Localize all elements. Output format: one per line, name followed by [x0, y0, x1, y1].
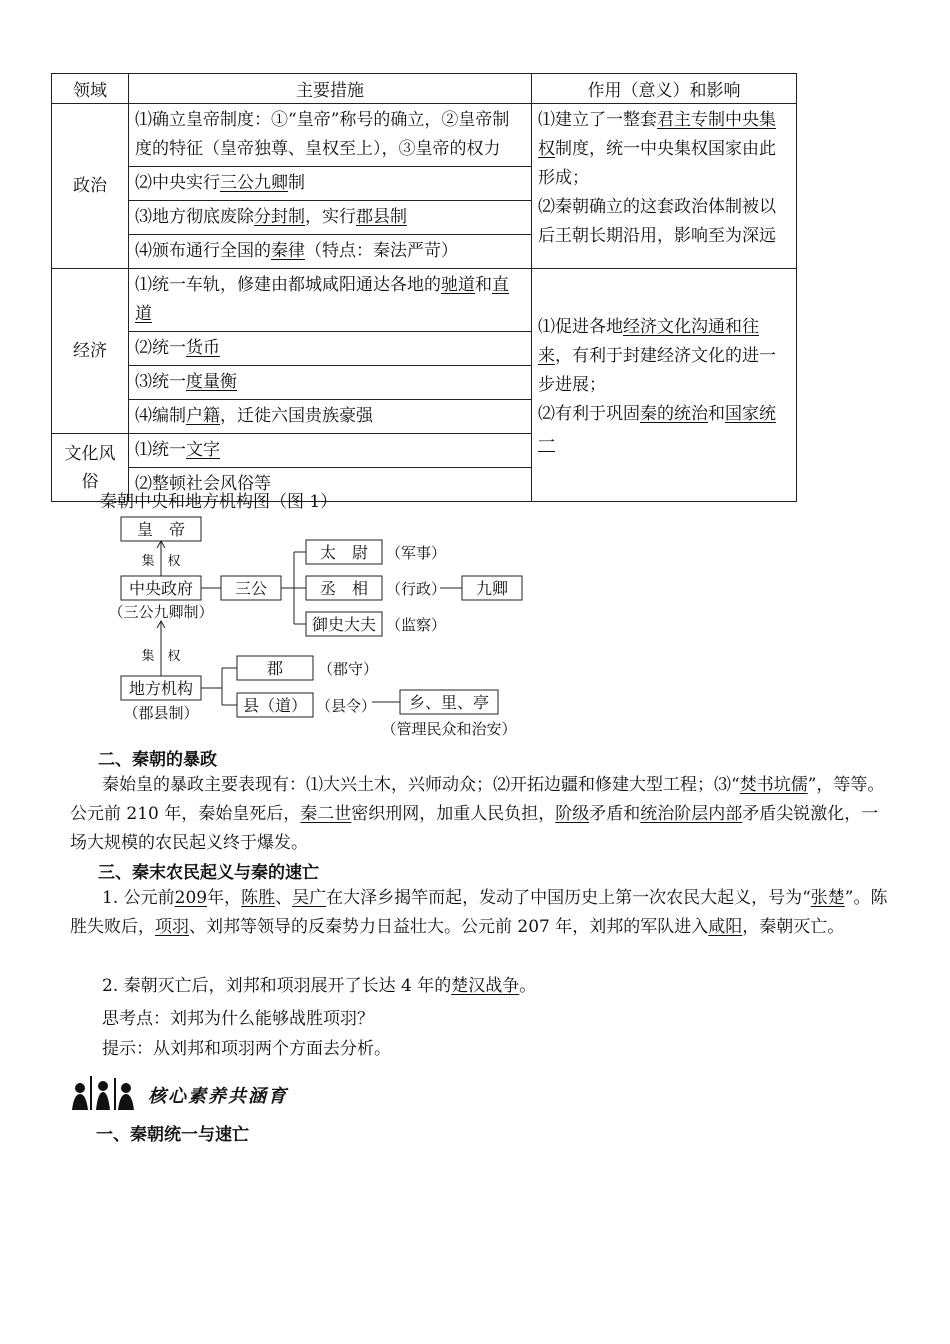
local-label: 地方机构 — [128, 679, 194, 698]
header-measures: 主要措施 — [129, 74, 532, 104]
xian-label: 县（道） — [242, 696, 308, 715]
local-note: （郡县制） — [123, 704, 199, 722]
area-economy: 经济 — [52, 269, 129, 434]
economy-measure-2: ⑵统一货币 — [129, 332, 532, 366]
core-literacy-label: 核心素养共涵育 — [148, 1086, 288, 1107]
emperor-label: 皇 帝 — [136, 520, 186, 539]
box-jiuqing — [462, 576, 522, 600]
section3-title: 三、秦末农民起义与秦的速亡 — [98, 863, 319, 883]
think-point: 思考点：刘邦为什么能够战胜项羽？ — [102, 1009, 374, 1029]
economy-measure-3: ⑶统一度量衡 — [129, 366, 532, 400]
chengxiang-label: 丞 相 — [319, 579, 369, 598]
box-jun — [237, 656, 313, 680]
chengxiang-note: （行政） — [386, 580, 447, 598]
box-yushi — [306, 612, 382, 636]
box-central — [121, 576, 201, 600]
central-note: （三公九卿制） — [108, 603, 214, 621]
xiang-note: （管理民众和治安） — [381, 720, 517, 738]
box-local — [121, 676, 201, 700]
politics-effects: ⑴建立了一整套君主专制中央集权制度，统一中央集权国家由此形成； ⑵秦朝确立的这套政治体制被以后王朝长期沿用，影响至为深远 — [532, 104, 797, 269]
xiang-label: 乡、里、亭 — [408, 693, 490, 712]
area-politics: 政治 — [52, 104, 129, 269]
politics-measure-1: ⑴确立皇帝制度：①“皇帝”称号的确立，②皇帝制度的特征（皇帝独尊、皇权至上），③皇帝的权力 — [129, 104, 532, 167]
box-sangong — [221, 576, 281, 600]
box-chengxiang — [306, 576, 382, 600]
section4-title: 一、秦朝统一与速亡 — [96, 1125, 249, 1145]
section3-paragraph-1: 1. 公元前209年，陈胜、吴广在大泽乡揭竿而起，发动了中国历史上第一次农民大起义，号为“张楚”。陈胜失败后，项羽、刘邦等领导的反秦势力日益壮大。公元前 207 年，刘邦的军队进入咸阳，秦朝灭亡。 — [70, 888, 888, 937]
politics-measure-2: ⑵中央实行三公九卿制 — [129, 167, 532, 201]
hint: 提示：从刘邦和项羽两个方面去分析。 — [102, 1039, 391, 1059]
economy-measure-4: ⑷编制户籍，迁徙六国贵族豪强 — [129, 400, 532, 434]
sangong-label: 三公 — [234, 579, 268, 598]
jun-note: （郡守） — [318, 660, 379, 678]
yushi-note: （监察） — [386, 616, 447, 634]
quan-label-1: 集 权 — [141, 554, 181, 569]
section3-paragraph-2: 2. 秦朝灭亡后，刘邦和项羽展开了长达 4 年的楚汉战争。 — [102, 976, 537, 996]
culture-measure-2: ⑵整顿社会风俗等 — [129, 468, 532, 502]
politics-measure-4: ⑷颁布通行全国的秦律（特点：秦法严苛） — [129, 235, 532, 269]
section2-paragraph: 秦始皇的暴政主要表现有：⑴大兴土木，兴师动众；⑵开拓边疆和修建大型工程；⑶“焚书坑儒”，等等。公元前 210 年，秦始皇死后，秦二世密织刑网，加重人民负担，阶级矛盾和统治阶层内部矛盾尖锐激化，一场大规模的农民起义终于爆发。 — [70, 775, 885, 853]
core-literacy-banner — [68, 1074, 308, 1114]
taiwei-note: （军事） — [386, 544, 447, 562]
header-area: 领域 — [52, 74, 129, 104]
quan-label-2: 集 权 — [141, 649, 181, 664]
section2-title: 二、秦朝的暴政 — [98, 750, 217, 770]
politics-measure-3: ⑶地方彻底废除分封制，实行郡县制 — [129, 201, 532, 235]
box-emperor — [121, 517, 201, 541]
students-icon — [68, 1074, 140, 1114]
culture-measure-1: ⑴统一文字 — [129, 434, 532, 468]
box-xian — [237, 693, 313, 717]
box-xiang — [400, 690, 498, 714]
diagram-caption: 秦朝中央和地方机构图（图 1） — [100, 492, 338, 512]
taiwei-label: 太 尉 — [319, 543, 369, 562]
central-label: 中央政府 — [128, 579, 194, 598]
area-culture: 文化风俗 — [52, 434, 129, 502]
xian-note: （县令） — [316, 697, 377, 715]
jiuqing-label: 九卿 — [475, 579, 509, 598]
header-effects: 作用（意义）和影响 — [532, 74, 797, 104]
economy-measure-1: ⑴统一车轨，修建由都城咸阳通达各地的驰道和直道 — [129, 269, 532, 332]
economy-effects: ⑴促进各地经济文化沟通和往来，有利于封建经济文化的进一步进展； ⑵有利于巩固秦的统治和国家统一 — [532, 269, 797, 502]
jun-label: 郡 — [266, 659, 284, 678]
measures-table — [51, 73, 797, 502]
yushi-label: 御史大夫 — [311, 615, 377, 634]
box-taiwei — [306, 540, 382, 564]
